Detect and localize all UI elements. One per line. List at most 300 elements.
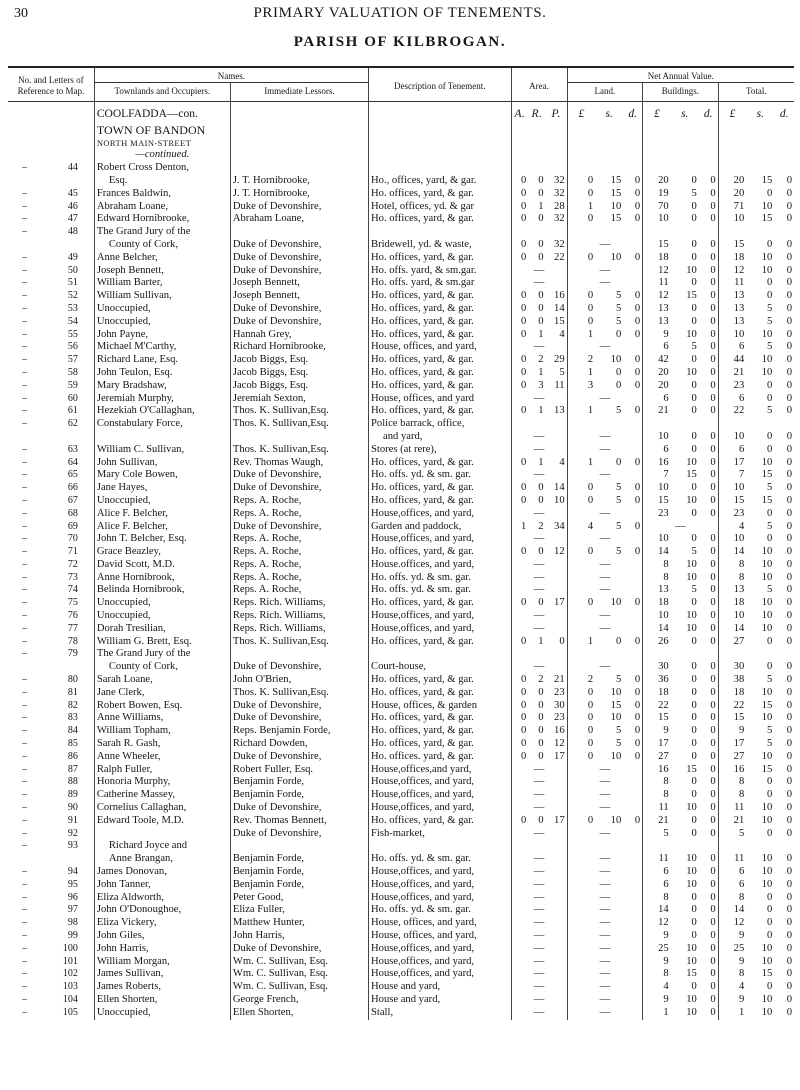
bld-pence-cell: 0	[710, 507, 716, 519]
bld-pounds-cell: 11	[643, 802, 671, 815]
bld-shillings-cell: 0	[691, 315, 697, 327]
tot-pounds-cell: 17	[718, 457, 746, 470]
lessor-cell: Ellen Shorten,	[230, 1007, 368, 1020]
table-row	[8, 188, 794, 201]
land-shillings-cell: 5	[615, 738, 622, 750]
land-shillings-cell	[595, 840, 623, 853]
ref-cell	[8, 469, 94, 482]
ref-marker: –	[22, 507, 27, 519]
tot-pounds-cell: 6	[718, 341, 746, 354]
land-pounds-cell: 0	[567, 213, 595, 226]
unit-bld-pounds: £	[643, 102, 671, 121]
ref-marker: –	[22, 213, 27, 225]
lessor-cell: Reps. Benjamin Forde,	[230, 725, 368, 738]
lessor-cell: Wm. C. Sullivan, Esq.	[230, 968, 368, 981]
ref-cell	[8, 175, 94, 188]
ref-marker: –	[22, 533, 27, 545]
ref-marker: –	[22, 930, 27, 941]
lessor-cell: Joseph Bennett,	[230, 290, 368, 303]
lessor-cell: Richard Dowden,	[230, 738, 368, 751]
area-roods-cell: 0	[538, 187, 544, 199]
land-shillings-cell: 5	[615, 674, 622, 686]
lessor-cell: Benjamin Forde,	[230, 879, 368, 892]
description-cell: Ho. offices, yard, & gar.	[369, 316, 511, 329]
bld-pounds-cell: 16	[643, 764, 671, 777]
header-names: Names.	[94, 67, 368, 83]
ref-marker: –	[22, 891, 27, 903]
area-acres-cell: 0	[511, 482, 528, 495]
lessor-cell: Reps. A. Roche,	[230, 495, 368, 508]
bld-shillings-cell: 0	[691, 507, 697, 519]
occupier-cell: John O'Donoughoe,	[94, 904, 230, 917]
area-acres-cell: 0	[511, 495, 528, 508]
bld-pence-cell: 0	[710, 238, 716, 250]
area-acres-cell: 0	[511, 367, 528, 380]
bld-pence-cell: 0	[710, 443, 716, 455]
area-cell: —	[511, 623, 567, 636]
bld-pounds-cell: 6	[643, 866, 671, 879]
bld-pence-cell: 0	[710, 686, 716, 698]
land-cell: —	[567, 393, 643, 406]
lessor-cell: Benjamin Forde,	[230, 789, 368, 802]
tot-shillings-cell: 5	[767, 315, 773, 327]
ref-number: 61	[67, 405, 78, 417]
table-row	[8, 853, 794, 866]
land-shillings-cell	[595, 418, 623, 431]
area-acres-cell	[511, 226, 528, 239]
description-cell: Ho. offices, yard, & gar.	[369, 367, 511, 380]
description-cell: Ho. offices, yard, & gar.	[369, 188, 511, 201]
bld-pounds-cell: 36	[643, 674, 671, 687]
tot-pounds-cell: 21	[718, 815, 746, 828]
bld-shillings-cell: 10	[686, 456, 697, 468]
table-row	[8, 687, 794, 700]
land-cell: —	[567, 789, 643, 802]
lessor-cell: John O'Brien,	[230, 674, 368, 687]
tot-shillings-cell: 10	[761, 328, 773, 340]
land-pounds-cell	[567, 648, 595, 661]
area-acres-cell: 0	[511, 738, 528, 751]
tot-pence-cell: 0	[786, 366, 792, 378]
valuation-table	[8, 66, 794, 1020]
ref-marker: –	[22, 878, 27, 890]
bld-pounds-cell	[643, 162, 671, 175]
tot-pounds-cell: 15	[718, 495, 746, 508]
bld-shillings-cell: 0	[691, 738, 697, 750]
ref-cell	[8, 508, 94, 521]
tot-pounds-cell: 27	[718, 751, 746, 764]
description-cell: House,offices, and yard,	[369, 943, 511, 956]
ref-marker: –	[22, 993, 27, 1005]
description-cell	[369, 162, 511, 175]
tot-shillings-cell: 10	[761, 558, 773, 570]
page-number: 30	[14, 6, 28, 21]
land-pence-cell: 0	[634, 712, 641, 724]
ref-marker: –	[22, 802, 27, 814]
ref-cell	[8, 277, 94, 290]
header-net-value: Net Annual Value.	[567, 67, 794, 83]
tot-pence-cell: 0	[786, 802, 792, 814]
occupier-cell: Unoccupied,	[94, 303, 230, 316]
bld-pence-cell: 0	[710, 802, 716, 814]
bld-pounds-cell: 10	[643, 213, 671, 226]
lessor-cell: Reps. A. Roche,	[230, 546, 368, 559]
tot-shillings-cell: 0	[767, 533, 773, 545]
bld-pence-cell: 0	[710, 456, 716, 468]
bld-pounds-cell: 25	[643, 943, 671, 956]
bld-pounds-cell: 7	[643, 469, 671, 482]
description-cell: Ho. offices. yard, & gar.	[369, 751, 511, 764]
description-cell: Ho. offices, yard, & gar.	[369, 546, 511, 559]
lessor-cell: Joseph Bennett,	[230, 277, 368, 290]
land-pence-cell	[623, 226, 642, 239]
lessor-cell: Reps. Rich. Williams,	[230, 623, 368, 636]
tot-pounds-cell: 9	[718, 956, 746, 969]
occupier-cell: James Sullivan,	[94, 968, 230, 981]
bld-pence-cell: 0	[710, 251, 716, 263]
ref-number: 96	[67, 891, 78, 903]
table-row	[8, 393, 794, 406]
bld-pence-cell: 0	[710, 379, 716, 391]
bld-pence-cell: 0	[710, 430, 716, 442]
land-cell: —	[567, 584, 643, 597]
area-cell: —	[511, 469, 567, 482]
land-cell: —	[567, 776, 643, 789]
ref-number: 98	[67, 917, 78, 929]
ref-number: 63	[67, 443, 78, 455]
description-cell: House,offices, and yard,	[369, 789, 511, 802]
land-shillings-cell	[595, 226, 623, 239]
tot-pence-cell: 0	[786, 482, 792, 494]
bld-pounds-cell: 6	[643, 879, 671, 892]
tot-pounds-cell: 7	[718, 469, 746, 482]
land-pence-cell	[623, 162, 642, 175]
lessor-cell	[230, 226, 368, 239]
tot-pence-cell: 0	[786, 456, 792, 468]
tot-pounds-cell: 14	[718, 546, 746, 559]
tot-pounds-cell: 10	[718, 533, 746, 546]
ref-cell	[8, 405, 94, 418]
ref-marker: –	[22, 725, 27, 737]
table-row	[8, 431, 794, 444]
lessor-cell: Richard Hornibrooke,	[230, 341, 368, 354]
description-cell	[369, 840, 511, 853]
bld-pounds-cell: 9	[643, 725, 671, 738]
area-roods-cell: 2	[538, 354, 544, 366]
bld-pence-cell: 0	[710, 174, 716, 186]
land-pence-cell: 0	[634, 328, 641, 340]
description-cell: Ho. offices, yard, & gar.	[369, 725, 511, 738]
land-pence-cell: 0	[634, 686, 641, 698]
table-row	[8, 367, 794, 380]
header-buildings: Buildings.	[643, 83, 719, 102]
tot-pounds-cell	[718, 648, 746, 661]
table-row	[8, 904, 794, 917]
ref-cell	[8, 457, 94, 470]
ref-marker: –	[22, 622, 27, 634]
bld-shillings-cell: 0	[691, 533, 697, 545]
land-cell: —	[567, 930, 643, 943]
tot-pence-cell: 0	[786, 866, 792, 878]
tot-pence-cell: 0	[786, 853, 792, 865]
land-pounds-cell: 0	[567, 175, 595, 188]
bld-pence-cell: 0	[710, 213, 716, 225]
tot-pence-cell: 0	[786, 699, 792, 711]
area-perches-cell: 32	[554, 213, 565, 225]
ref-marker: –	[22, 341, 27, 353]
table-row	[8, 725, 794, 738]
land-shillings-cell: 10	[610, 686, 622, 698]
occupier-cell: John Giles,	[94, 930, 230, 943]
ref-cell	[8, 265, 94, 278]
description-cell: Ho. offs. yard, & sm.gar	[369, 277, 511, 290]
occupier-cell: Grace Beazley,	[94, 546, 230, 559]
bld-pence-cell: 0	[710, 750, 716, 762]
ref-number: 76	[67, 610, 78, 622]
area-perches-cell: 23	[554, 686, 565, 698]
ref-number: 72	[67, 558, 78, 570]
bld-pence-cell: 0	[710, 968, 716, 980]
land-shillings-cell: 0	[615, 635, 622, 647]
occupier-cell: David Scott, M.D.	[94, 559, 230, 572]
area-roods-cell: 1	[538, 456, 544, 468]
area-cell: —	[511, 393, 567, 406]
tot-shillings-cell: 10	[761, 814, 773, 826]
area-roods-cell: 0	[538, 738, 544, 750]
bld-pence-cell: 0	[710, 482, 716, 494]
land-pounds-cell: 0	[567, 188, 595, 201]
occupier-cell: Dorah Tresilian,	[94, 623, 230, 636]
land-pence-cell: 0	[634, 674, 641, 686]
area-cell: —	[511, 572, 567, 585]
tot-pence-cell: 0	[786, 430, 792, 442]
description-cell: Police barrack, office,	[369, 418, 511, 431]
tot-pence-cell: 0	[786, 750, 792, 762]
tot-pounds-cell	[718, 418, 746, 431]
ref-number: 78	[67, 635, 78, 647]
area-cell: —	[511, 828, 567, 841]
tot-pence-cell: 0	[786, 392, 792, 404]
table-row	[8, 457, 794, 470]
land-pence-cell: 0	[634, 546, 641, 558]
bld-pence-cell: 0	[710, 354, 716, 366]
tot-shillings-cell: 0	[767, 443, 773, 455]
tot-pounds-cell: 17	[718, 738, 746, 751]
occupier-cell: Robert Cross Denton,	[94, 162, 230, 175]
tot-shillings-cell: 0	[767, 187, 773, 199]
description-cell: Ho. offices, yard, & gar.	[369, 252, 511, 265]
description-cell: Ho. offices, yard, & gar.	[369, 405, 511, 418]
description-cell: House, offices, and yard	[369, 393, 511, 406]
description-cell: Ho. offs. yd. & sm. gar.	[369, 904, 511, 917]
bld-pence-cell: 0	[710, 878, 716, 890]
bld-pence-cell: 0	[710, 738, 716, 750]
ref-number: 64	[67, 456, 78, 468]
ref-marker: –	[22, 738, 27, 750]
occupier-cell: Richard Lane, Esq.	[94, 354, 230, 367]
table-row	[8, 469, 794, 482]
section-continued-row	[8, 149, 794, 162]
land-pence-cell: 0	[634, 494, 641, 506]
tot-pounds-cell	[718, 226, 746, 239]
occupier-cell: Ralph Fuller,	[94, 764, 230, 777]
description-cell: House,offices, and yard,	[369, 610, 511, 623]
occupier-cell: William Topham,	[94, 725, 230, 738]
table-row	[8, 495, 794, 508]
tot-pounds-cell: 14	[718, 623, 746, 636]
occupier-cell: Mary Bradshaw,	[94, 380, 230, 393]
tot-shillings-cell: 0	[767, 661, 773, 673]
area-cell: —	[511, 661, 567, 674]
bld-shillings-cell: 0	[691, 891, 697, 903]
land-pounds-cell	[567, 418, 595, 431]
ref-cell	[8, 674, 94, 687]
tot-pounds-cell	[718, 840, 746, 853]
bld-pounds-cell: 6	[643, 341, 671, 354]
ref-marker: –	[22, 251, 27, 263]
occupier-cell: Frances Baldwin,	[94, 188, 230, 201]
area-perches-cell: 22	[554, 251, 565, 263]
tot-shillings-cell: 5	[767, 584, 773, 596]
ref-number: 49	[67, 251, 78, 263]
lessor-cell: Duke of Devonshire,	[230, 751, 368, 764]
area-cell: —	[511, 994, 567, 1007]
land-pence-cell: 0	[634, 187, 641, 199]
lessor-cell: Hannah Grey,	[230, 329, 368, 342]
tot-pence-cell: 0	[786, 405, 792, 417]
lessor-cell: Thos. K. Sullivan,Esq.	[230, 444, 368, 457]
description-cell: Ho. offices, yard, & gar.	[369, 380, 511, 393]
ref-number: 88	[67, 776, 78, 788]
description-cell: House and yard,	[369, 981, 511, 994]
lessor-cell: Jacob Biggs, Esq.	[230, 367, 368, 380]
land-pence-cell: 0	[634, 366, 641, 378]
tot-pence-cell: 0	[786, 725, 792, 737]
bld-shillings-cell: 0	[691, 392, 697, 404]
bld-shillings-cell: 0	[691, 930, 697, 941]
area-perches-cell: 12	[554, 738, 565, 750]
bld-pounds-cell: 8	[643, 789, 671, 802]
ref-marker: –	[22, 648, 27, 660]
tot-pence-cell: 0	[786, 968, 792, 980]
bld-shillings-cell: 5	[691, 584, 697, 596]
area-cell: —	[511, 610, 567, 623]
table-row	[8, 303, 794, 316]
bld-pounds-cell: 20	[643, 380, 671, 393]
lessor-cell: Duke of Devonshire,	[230, 661, 368, 674]
ref-cell	[8, 495, 94, 508]
area-perches-cell: 32	[554, 238, 565, 250]
bld-pounds-cell: 15	[643, 239, 671, 252]
description-cell: House, offices, & garden	[369, 700, 511, 713]
ref-cell	[8, 687, 94, 700]
occupier-cell: County of Cork,	[94, 239, 230, 252]
area-perches-cell: 14	[554, 302, 565, 314]
tot-pence-cell: 0	[786, 930, 792, 941]
bld-pence-cell: 0	[710, 341, 716, 353]
land-pence-cell: 0	[634, 482, 641, 494]
tot-pence-cell	[774, 648, 794, 661]
bld-pounds-cell: 4	[643, 981, 671, 994]
header-total: Total.	[718, 83, 794, 102]
land-pounds-cell: 0	[567, 290, 595, 303]
table-row	[8, 994, 794, 1007]
land-cell: —	[567, 764, 643, 777]
bld-pounds-cell: 6	[643, 393, 671, 406]
ref-marker: –	[22, 392, 27, 404]
ref-marker: –	[22, 763, 27, 775]
table-header	[8, 67, 794, 102]
ref-cell	[8, 584, 94, 597]
land-cell: —	[567, 994, 643, 1007]
ref-number: 101	[62, 955, 78, 967]
tot-pence-cell: 0	[786, 917, 792, 929]
bld-pence-cell: 0	[710, 405, 716, 417]
tot-pounds-cell: 9	[718, 725, 746, 738]
area-roods-cell: 0	[538, 482, 544, 494]
tot-shillings-cell: 0	[767, 917, 773, 929]
ref-marker: –	[22, 456, 27, 468]
land-cell: —	[567, 559, 643, 572]
description-cell: Ho. offs. yard, & sm.gar.	[369, 265, 511, 278]
tot-pence-cell: 0	[786, 187, 792, 199]
ref-number: 65	[67, 469, 78, 481]
bld-shillings-cell: 10	[686, 328, 697, 340]
bld-pounds-cell: 26	[643, 636, 671, 649]
tot-pence-cell: 0	[786, 584, 792, 596]
tot-pence-cell	[774, 418, 794, 431]
area-roods-cell: 2	[538, 674, 544, 686]
bld-shillings-cell: 10	[686, 610, 697, 622]
bld-pounds-cell	[643, 418, 671, 431]
bld-pence-cell: 0	[710, 674, 716, 686]
ref-cell	[8, 303, 94, 316]
table-row	[8, 802, 794, 815]
ref-cell	[8, 226, 94, 239]
occupier-cell: William Barter,	[94, 277, 230, 290]
ref-cell	[8, 930, 94, 943]
occupier-cell: Michael M'Carthy,	[94, 341, 230, 354]
ref-marker: –	[22, 443, 27, 455]
tot-shillings-cell: 0	[767, 277, 773, 289]
tot-shillings-cell: 10	[761, 853, 773, 865]
land-pounds-cell: 0	[567, 738, 595, 751]
bld-pence-cell: 0	[710, 302, 716, 314]
area-cell: —	[511, 277, 567, 290]
ref-cell	[8, 700, 94, 713]
occupier-cell: Anne Williams,	[94, 712, 230, 725]
description-cell: House, offices, and yard,	[369, 930, 511, 943]
bld-shillings-cell: 10	[686, 264, 697, 276]
ref-cell	[8, 751, 94, 764]
ref-cell	[8, 418, 94, 431]
bld-pounds-cell: 13	[643, 303, 671, 316]
tot-pence-cell: 0	[786, 174, 792, 186]
tot-shillings-cell: 0	[767, 379, 773, 391]
tot-shillings-cell: 10	[761, 1006, 773, 1018]
bld-pounds-cell: 20	[643, 367, 671, 380]
area-acres-cell: 0	[511, 712, 528, 725]
ref-number: 79	[67, 648, 78, 660]
bld-pounds-cell: 12	[643, 917, 671, 930]
area-cell: —	[511, 776, 567, 789]
bld-shillings-cell	[671, 840, 699, 853]
lessor-cell: John Harris,	[230, 930, 368, 943]
ref-cell	[8, 188, 94, 201]
description-cell: House, offices, and yard,	[369, 341, 511, 354]
tot-shillings-cell: 15	[761, 699, 773, 711]
tot-pounds-cell: 22	[718, 700, 746, 713]
